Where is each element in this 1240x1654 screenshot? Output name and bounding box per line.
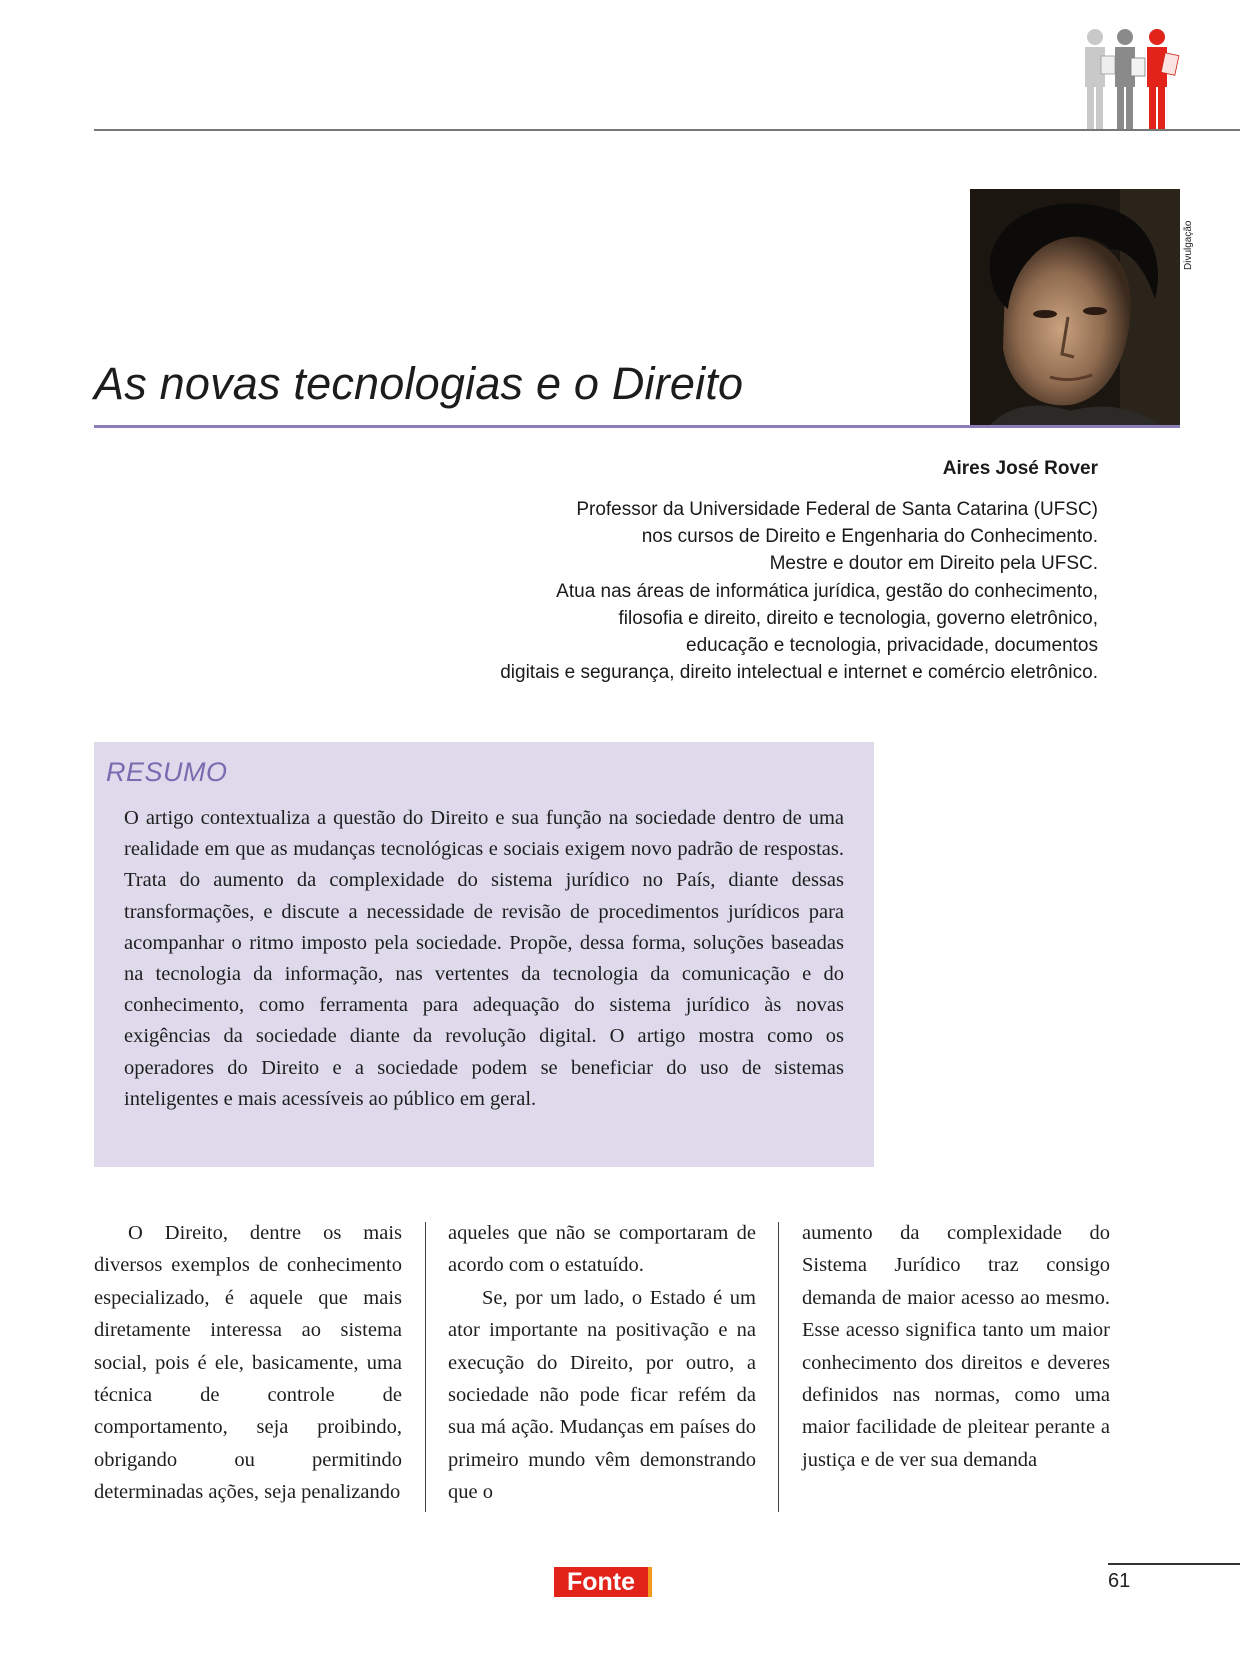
- bio-line: Atua nas áreas de informática jurídica, gestão do conhecimento,: [556, 580, 1098, 602]
- body-column-2: [448, 1217, 756, 1509]
- author-bio: [500, 496, 1098, 686]
- author-photo: [970, 189, 1180, 425]
- bio-line: Professor da Universidade Federal de Santa Catarina (UFSC): [576, 499, 1098, 520]
- paragraph: Se, por um lado, o Estado é um ator importante na positivação e na execução do Direito, por outro, a sociedade não pode ficar refém da sua má ação. Mudanças em países do primeiro mundo vêm demonstrando que o: [448, 1286, 756, 1504]
- paragraph: O Direito, dentre os mais diversos exemplos de conhecimento especializado, é aquele que mais diretamente interessa ao sistema social, pois é ele, basicamente, uma técnica de controle de comportamento, seja proibindo, obrigando ou permitindo determinadas ações, seja penalizando: [94, 1222, 402, 1504]
- article-title: As novas tecnologias e o Direito: [94, 358, 744, 409]
- abstract-text: O artigo contextualiza a questão do Direito e sua função na sociedade dentro de uma realidade em que as mudanças tecnológicas e sociais exigem novo padrão de respostas. Trata do aumento da complexidade do sistema jurídico no País, diante dessas transformações, e discute a necessidade de revisão de procedimentos jurídicos para acompanhar o ritmo imposto pela sociedade. Propõe, dessa forma, soluções baseadas na tecnologia da informação, nas vertentes da tecnologia da comunicação e do conhecimento, como ferramenta para adequação do sistema jurídico às novas exigências da sociedade diante da revolução digital. O artigo mostra como os operadores do Direito e a sociedade podem se beneficiar do uso de sistemas inteligentes e mais acessíveis ao público em geral.: [124, 807, 844, 1110]
- bio-line: Mestre e doutor em Direito pela UFSC.: [769, 553, 1098, 575]
- abstract-heading: RESUMO: [106, 757, 228, 787]
- page-number: 61: [1108, 1570, 1131, 1592]
- column-divider: [425, 1222, 426, 1512]
- fonte-logo: Fonte: [554, 1567, 652, 1597]
- people-group-icon: [1075, 28, 1185, 131]
- title-rule: [94, 425, 1180, 428]
- bio-line: filosofia e direito, direito e tecnologia, governo eletrônico,: [618, 607, 1098, 629]
- body-column-3: [802, 1217, 1110, 1476]
- column-divider: [778, 1222, 779, 1512]
- body-column-1: [94, 1217, 402, 1509]
- paragraph: aumento da complexidade do Sistema Jurídico traz consigo demanda de maior acesso ao mesmo. Esse acesso significa tanto um maior conhecimento dos direitos e deveres definidos nas normas, como uma maior facilidade de pleitear perante a justiça e de ver sua demanda: [802, 1222, 1110, 1471]
- photo-credit: Divulgação: [1183, 220, 1194, 270]
- footer-rule: [1108, 1563, 1240, 1565]
- bio-line: digitais e segurança, direito intelectual e internet e comércio eletrônico.: [500, 662, 1098, 684]
- bio-line: educação e tecnologia, privacidade, documentos: [686, 635, 1098, 657]
- paragraph: aqueles que não se comportaram de acordo com o estatuído.: [448, 1222, 756, 1277]
- author-name: Aires José Rover: [942, 458, 1098, 479]
- bio-line: nos cursos de Direito e Engenharia do Conhecimento.: [641, 526, 1098, 548]
- header-rule: [94, 129, 1240, 131]
